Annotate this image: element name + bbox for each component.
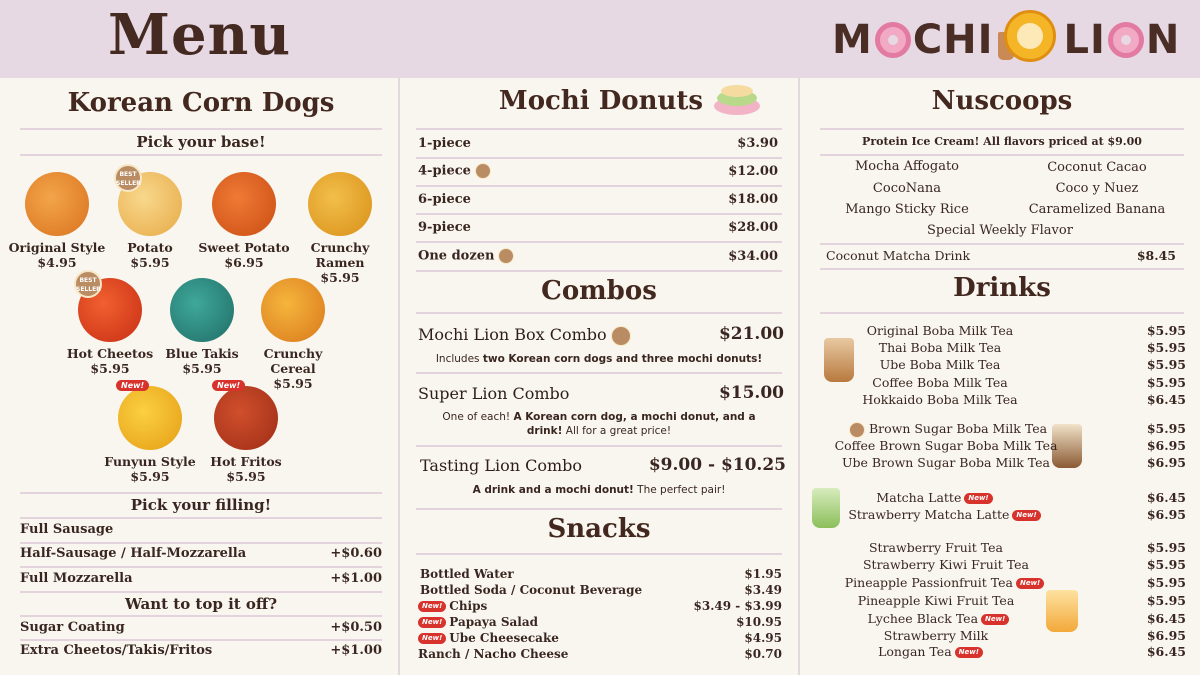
drink-name: Thai Boba Milk Tea <box>878 340 1002 355</box>
new-badge: New! <box>212 380 245 391</box>
header-bar <box>0 0 1200 78</box>
donut-stack-icon <box>712 82 762 116</box>
drink-price: $5.95 <box>1146 557 1186 572</box>
combo-description: One of each! A Korean corn dog, a mochi donut, and a drink! All for a great price! <box>442 411 756 437</box>
drink-price: $6.95 <box>1146 438 1186 453</box>
topping-row[interactable]: Sugar Coating +$0.50 <box>20 620 382 635</box>
drink-name: Coffee Brown Sugar Boba Milk Tea <box>834 438 1058 453</box>
divider <box>20 517 382 519</box>
divider <box>416 553 782 555</box>
corn-dog-image <box>118 172 182 236</box>
new-badge: New! <box>418 633 446 644</box>
drink-item[interactable] <box>826 438 1066 453</box>
snack-row[interactable]: Bottled Soda / Coconut Beverage $3.49 <box>420 583 782 597</box>
corn-dog-image <box>261 278 325 342</box>
base-item[interactable]: Original Style $4.95 <box>7 172 107 270</box>
coconut-matcha-row[interactable]: Coconut Matcha Drink $8.45 <box>826 248 1176 263</box>
drink-name: Longan Tea <box>878 644 952 659</box>
corn-dog-image <box>25 172 89 236</box>
snack-row[interactable]: Ranch / Nacho Cheese $0.70 <box>418 647 782 661</box>
drink-name: Ube Boba Milk Tea <box>879 357 1001 372</box>
brand-text-li: LI <box>1063 17 1106 63</box>
drink-name: Original Boba Milk Tea <box>866 323 1014 338</box>
corn-dog-image <box>214 381 278 450</box>
combo-description: Includes two Korean corn dogs and three mochi donuts! <box>435 353 763 365</box>
best-seller-icon <box>498 248 514 264</box>
drink-price: $6.45 <box>1146 611 1186 626</box>
donut-row[interactable]: 9-piece $28.00 <box>418 220 778 235</box>
drink-item[interactable] <box>820 611 1060 626</box>
divider <box>20 128 382 130</box>
divider <box>20 154 382 156</box>
drink-item[interactable] <box>820 323 1060 338</box>
drink-name: Pineapple Passionfruit Tea <box>844 575 1013 590</box>
brand-text-n: N <box>1145 17 1181 63</box>
best-seller-badge: BEST SELLER <box>114 164 142 192</box>
divider <box>416 445 782 447</box>
drink-price: $5.95 <box>1146 357 1186 372</box>
drink-name: Strawberry Milk <box>883 628 989 643</box>
new-badge: New! <box>418 601 446 612</box>
corn-dogs-title: Korean Corn Dogs <box>67 88 335 118</box>
drink-price: $6.45 <box>1146 490 1186 505</box>
drink-item[interactable] <box>820 357 1060 372</box>
drink-name: Ube Brown Sugar Boba Milk Tea <box>841 455 1051 470</box>
snacks-title: Snacks <box>547 514 651 544</box>
divider <box>416 157 782 159</box>
brand-logo <box>832 10 1180 70</box>
filling-row[interactable]: Full Mozzarella +$1.00 <box>20 571 382 586</box>
divider <box>416 312 782 314</box>
combo-name[interactable]: Super Lion Combo <box>418 384 570 403</box>
nuscoops-title: Nuscoops <box>931 86 1073 116</box>
base-item[interactable]: New! Funyun Style $5.95 <box>104 381 196 484</box>
donut-row[interactable]: 6-piece $18.00 <box>418 192 778 207</box>
divider <box>820 128 1184 130</box>
drink-price: $5.95 <box>1146 575 1186 590</box>
drink-name: Coffee Boba Milk Tea <box>872 375 1008 390</box>
donut-row[interactable]: 1-piece $3.90 <box>418 136 778 151</box>
column-divider <box>398 78 400 675</box>
divider <box>820 312 1184 314</box>
flavor-item: Special Weekly Flavor <box>927 223 1073 238</box>
drink-name: Strawberry Fruit Tea <box>868 540 1003 555</box>
base-item[interactable]: Crunchy Cereal $5.95 <box>243 278 343 391</box>
drink-item[interactable] <box>812 644 1052 659</box>
snack-row[interactable]: New! Chips $3.49 - $3.99 <box>418 599 782 613</box>
flavor-item: Mocha Affogato <box>854 159 960 174</box>
new-badge: New! <box>1012 510 1040 521</box>
brand-text-m: M <box>832 17 873 63</box>
base-item[interactable]: BEST SELLER Potato $5.95 <box>100 172 200 270</box>
filling-row[interactable]: Full Sausage <box>20 522 114 537</box>
drink-item[interactable] <box>816 540 1056 555</box>
drink-name: Strawberry Matcha Latte <box>848 507 1010 522</box>
best-seller-badge: BEST SELLER <box>74 270 102 298</box>
drink-price: $5.95 <box>1146 593 1186 608</box>
base-item[interactable]: Blue Takis $5.95 <box>152 278 252 376</box>
new-badge: New! <box>981 614 1009 625</box>
combo-name[interactable]: Mochi Lion Box Combo <box>418 325 631 346</box>
divider <box>820 154 1184 156</box>
divider <box>820 268 1184 270</box>
corn-dog-image <box>118 381 182 450</box>
drink-item[interactable] <box>820 375 1060 390</box>
donuts-title: Mochi Donuts <box>498 86 704 116</box>
donut-row[interactable]: One dozen $34.00 <box>418 248 778 264</box>
divider <box>416 241 782 243</box>
corn-dog-image <box>308 172 372 236</box>
donut-icon <box>1108 22 1144 58</box>
combo-price: $9.00 - $10.25 <box>648 455 786 475</box>
page-title: Menu <box>108 2 292 68</box>
column-divider <box>798 78 800 675</box>
lion-mascot-icon <box>998 10 1060 70</box>
drink-price: $6.45 <box>1146 644 1186 659</box>
divider <box>416 508 782 510</box>
drink-name: Brown Sugar Boba Milk Tea <box>868 421 1048 436</box>
snack-row[interactable]: Bottled Water $1.95 <box>420 567 782 581</box>
corn-dog-image <box>212 172 276 236</box>
divider <box>20 566 382 568</box>
filling-heading: Pick your filling! <box>130 496 272 514</box>
donut-icon <box>875 22 911 58</box>
divider <box>20 591 382 593</box>
drink-item[interactable] <box>826 575 1066 590</box>
base-item[interactable]: Sweet Potato $6.95 <box>194 172 294 270</box>
divider <box>416 372 782 374</box>
brand-text-chi: CHI <box>912 17 994 63</box>
drink-item[interactable] <box>816 490 1056 505</box>
corn-dog-image <box>170 278 234 342</box>
new-badge: New! <box>116 380 149 391</box>
divider <box>416 128 782 130</box>
new-badge: New! <box>418 617 446 628</box>
best-seller-icon <box>611 326 631 346</box>
topping-heading: Want to top it off? <box>124 595 278 613</box>
snack-row[interactable]: New! Papaya Salad $10.95 <box>418 615 782 629</box>
new-badge: New! <box>964 493 992 504</box>
drink-item[interactable] <box>816 628 1056 643</box>
topping-row[interactable]: Extra Cheetos/Takis/Fritos +$1.00 <box>20 643 382 658</box>
filling-row[interactable]: Half-Sausage / Half-Mozzarella +$0.60 <box>20 546 382 561</box>
flavor-item: Coconut Cacao <box>1047 160 1147 175</box>
divider <box>20 639 382 641</box>
base-heading: Pick your base! <box>136 133 266 151</box>
divider <box>20 542 382 544</box>
new-badge: New! <box>955 647 983 658</box>
drink-price: $6.95 <box>1146 507 1186 522</box>
new-badge: New! <box>1016 578 1044 589</box>
divider <box>416 270 782 272</box>
nuscoops-subtitle: Protein Ice Cream! All flavors priced at $9.00 <box>862 135 1142 148</box>
drink-price: $5.95 <box>1146 323 1186 338</box>
flavor-item: CocoNana <box>872 181 942 196</box>
drink-price: $5.95 <box>1146 421 1186 436</box>
drink-item[interactable] <box>820 340 1060 355</box>
divider <box>820 243 1184 245</box>
drink-name: Pineapple Kiwi Fruit Tea <box>857 593 1015 608</box>
drink-name: Matcha Latte <box>876 490 962 505</box>
drink-item[interactable] <box>826 557 1066 572</box>
combos-title: Combos <box>541 276 657 306</box>
drink-item[interactable] <box>826 455 1066 470</box>
divider <box>416 213 782 215</box>
drink-price: $6.95 <box>1146 628 1186 643</box>
snack-row[interactable]: New! Ube Cheesecake $4.95 <box>418 631 782 645</box>
combo-name[interactable]: Tasting Lion Combo <box>420 456 583 475</box>
drink-item[interactable] <box>826 421 1066 438</box>
drink-price: $5.95 <box>1146 375 1186 390</box>
base-item[interactable]: Crunchy Ramen $5.95 <box>290 172 390 285</box>
divider <box>20 615 382 617</box>
divider <box>416 185 782 187</box>
flavor-item: Mango Sticky Rice <box>845 202 969 217</box>
drink-name: Hokkaido Boba Milk Tea <box>862 392 1018 407</box>
drink-item[interactable] <box>826 507 1066 522</box>
best-seller-icon <box>849 422 865 438</box>
drink-price: $6.95 <box>1146 455 1186 470</box>
drink-name: Lychee Black Tea <box>867 611 979 626</box>
flavor-item: Caramelized Banana <box>1028 202 1166 217</box>
drink-name: Strawberry Kiwi Fruit Tea <box>862 557 1029 572</box>
base-item[interactable]: New! Hot Fritos $5.95 <box>210 381 282 484</box>
drink-price: $5.95 <box>1146 340 1186 355</box>
combo-price: $21.00 <box>718 324 784 344</box>
combo-price: $15.00 <box>718 383 784 403</box>
drink-price: $6.45 <box>1146 392 1186 407</box>
donut-row[interactable]: 4-piece $12.00 <box>418 163 778 179</box>
corn-dog-image <box>78 278 142 342</box>
drink-price: $5.95 <box>1146 540 1186 555</box>
drink-item[interactable] <box>820 392 1060 407</box>
drinks-title: Drinks <box>953 273 1051 303</box>
base-item[interactable]: BEST SELLER Hot Cheetos $5.95 <box>60 278 160 376</box>
drink-item[interactable] <box>816 593 1056 608</box>
divider <box>20 492 382 494</box>
best-seller-icon <box>475 163 491 179</box>
flavor-item: Coco y Nuez <box>1055 181 1139 196</box>
combo-description: A drink and a mochi donut! The perfect pair! <box>472 484 726 496</box>
